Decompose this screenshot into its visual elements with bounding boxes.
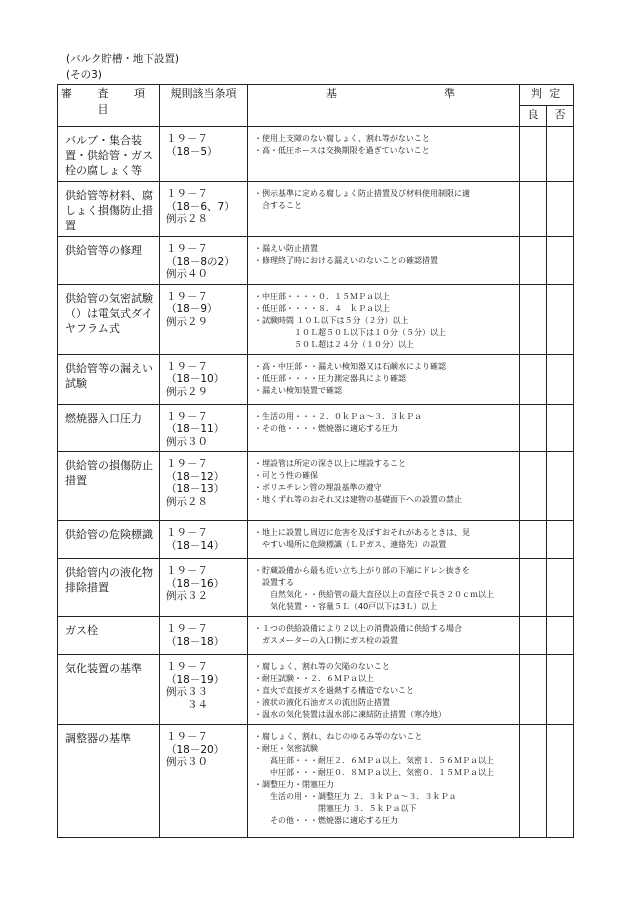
inspection-item: 供給管の危険標識 xyxy=(58,521,160,559)
standard-line: ・地くずれ等のおそれ又は建物の基礎面下への設置の禁止 xyxy=(254,495,462,504)
law-clause-line: （18－20） xyxy=(166,743,225,756)
standard-text xyxy=(248,617,520,655)
law-clause xyxy=(160,655,248,725)
inspection-item: バルブ・集合装置・供給管・ガス栓の腐しょく等 xyxy=(58,127,160,182)
table-row xyxy=(58,725,574,838)
standard-line: 自然気化・・供給管の最大直径以上の直径で長さ２０ｃｍ以上 xyxy=(254,590,494,599)
standard-text xyxy=(248,354,520,404)
inspection-table xyxy=(57,84,574,838)
law-clause-line: １９－７ xyxy=(166,565,208,577)
law-clause-line: 例示２８ xyxy=(166,213,208,225)
law-clause-line: 例示４０ xyxy=(166,268,208,280)
table-row xyxy=(58,617,574,655)
law-clause-line: ３４ xyxy=(166,698,208,711)
law-clause-line: 例示３３ xyxy=(166,686,208,698)
law-clause-line: １９－７ xyxy=(166,290,208,303)
standard-line: ・例示基準に定める腐しょく防止措置及び材料使用制限に適 xyxy=(254,189,470,198)
header-standard: 基 準 xyxy=(248,85,520,127)
subsection-heading: (その3) xyxy=(66,69,102,81)
law-clause xyxy=(160,354,248,404)
law-clause-line: （18－14） xyxy=(166,539,225,552)
law-clause-line: １９－７ xyxy=(166,410,208,423)
judgement-bad-cell[interactable] xyxy=(547,521,574,559)
standard-text xyxy=(248,182,520,237)
table-row xyxy=(58,452,574,521)
judgement-good-cell[interactable] xyxy=(520,655,547,725)
law-clause xyxy=(160,127,248,182)
standard-line: １０Ｌ超５０Ｌ以下は１０分（５分）以上 xyxy=(254,327,446,337)
judgement-bad-cell[interactable] xyxy=(547,127,574,182)
inspection-item: 供給管の気密試験（）は電気式ダイヤフラム式 xyxy=(58,284,160,354)
law-clause xyxy=(160,559,248,617)
law-clause-line: （18－13） xyxy=(166,483,225,495)
standard-line: ・調整圧力・閉塞圧力 xyxy=(254,780,334,789)
law-clause xyxy=(160,452,248,521)
standard-line: ・低圧部・・・・８．４ ｋＰａ以上 xyxy=(254,303,390,313)
judgement-good-cell[interactable] xyxy=(520,237,547,285)
judgement-good-cell[interactable] xyxy=(520,127,547,182)
standard-line: ガスメーターの入口側にガス栓の設置 xyxy=(254,636,398,645)
judgement-good-cell[interactable] xyxy=(520,404,547,452)
law-clause-line: １９－７ xyxy=(166,731,208,743)
standard-line: ・１つの供給設備により２以上の消費設備に供給する場合 xyxy=(254,624,462,633)
law-clause-line: （18－10） xyxy=(166,373,225,385)
standard-line: 中圧部・・・耐圧０．８ＭＰａ以上、気密０．１５ＭＰａ以上 xyxy=(254,768,494,777)
table-row xyxy=(58,655,574,725)
header-good: 良 xyxy=(520,106,547,127)
standard-line: ・漏えい防止措置 xyxy=(254,244,318,253)
standard-line: ・高・中圧部・・漏えい検知器又は石鹸水により確認 xyxy=(254,361,446,371)
standard-line: ・貯蔵設備から最も近い立ち上がり部の下端にドレン抜きを xyxy=(254,566,470,575)
standard-line: その他・・・燃焼器に適応する圧力 xyxy=(254,816,398,825)
header-judgement: 判 定 xyxy=(520,85,574,106)
header-bad: 否 xyxy=(547,106,574,127)
inspection-item: 燃焼器入口圧力 xyxy=(58,404,160,452)
inspection-item: 供給管等の漏えい試験 xyxy=(58,354,160,404)
law-clause xyxy=(160,284,248,354)
standard-line: ・直火で直接ガスを過熱する構造でないこと xyxy=(254,686,414,695)
law-clause-line: （18－19） xyxy=(166,673,225,686)
standard-line: ・高・低圧ホースは交換期限を過ぎていないこと xyxy=(254,146,430,155)
table-row xyxy=(58,559,574,617)
judgement-bad-cell[interactable] xyxy=(547,452,574,521)
standard-line: ・使用上支障のない腐しょく、割れ等がないこと xyxy=(254,134,430,143)
law-clause-line: （18－18） xyxy=(166,635,225,648)
judgement-good-cell[interactable] xyxy=(520,182,547,237)
standard-text xyxy=(248,127,520,182)
table-row xyxy=(58,182,574,237)
standard-line: ・地上に設置し周辺に危害を及ぼすおそれがあるときは、見 xyxy=(254,528,470,537)
judgement-good-cell[interactable] xyxy=(520,452,547,521)
standard-text xyxy=(248,452,520,521)
judgement-good-cell[interactable] xyxy=(520,617,547,655)
law-clause-line: （18－6、7） xyxy=(166,200,235,213)
standard-line: 生活の用・・調整圧力 ２．３ｋＰａ～３．３ｋＰａ xyxy=(254,792,457,801)
standard-line: ・耐圧試験・・２．６ＭＰａ以上 xyxy=(254,674,374,683)
law-clause-line: （18－5） xyxy=(166,145,218,158)
judgement-good-cell[interactable] xyxy=(520,559,547,617)
header-law: 規則該当条項 xyxy=(160,85,248,127)
judgement-good-cell[interactable] xyxy=(520,354,547,404)
table-row xyxy=(58,404,574,452)
judgement-bad-cell[interactable] xyxy=(547,655,574,725)
law-clause-line: 例示３２ xyxy=(166,590,208,602)
judgement-bad-cell[interactable] xyxy=(547,617,574,655)
standard-line: ・腐しょく、割れ等の欠陥のないこと xyxy=(254,662,390,671)
standard-line: ５０Ｌ超は２４分（１０分）以上 xyxy=(254,339,414,349)
standard-line: 気化装置・・容量５Ｌ（40戸以下は3Ｌ）以上 xyxy=(254,602,438,611)
judgement-bad-cell[interactable] xyxy=(547,182,574,237)
inspection-item: ガス栓 xyxy=(58,617,160,655)
law-clause xyxy=(160,237,248,285)
standard-line: ・可とう性の確保 xyxy=(254,471,318,480)
law-clause-line: 例示２９ xyxy=(166,315,208,328)
law-clause-line: （18－16） xyxy=(166,577,225,590)
standard-line: ・中圧部・・・・０．１５ＭＰａ以上 xyxy=(254,291,390,301)
header-item: 審 査 項 目 xyxy=(58,85,160,127)
standard-line: ・液状の液化石油ガスの流出防止措置 xyxy=(254,698,390,707)
standard-line: ・その他・・・・燃焼器に適応する圧力 xyxy=(254,423,398,433)
standard-text xyxy=(248,655,520,725)
standard-text xyxy=(248,404,520,452)
law-clause-line: １９－７ xyxy=(166,661,208,673)
inspection-item: 気化装置の基準 xyxy=(58,655,160,725)
table-row xyxy=(58,521,574,559)
law-clause xyxy=(160,617,248,655)
standard-line: ・修理終了時における漏えいのないことの確認措置 xyxy=(254,256,438,265)
law-clause-line: 例示２８ xyxy=(166,495,208,508)
law-clause-line: １９－７ xyxy=(166,458,208,470)
standard-line: ・試験時間 １０Ｌ以下は５分（２分）以上 xyxy=(254,315,409,325)
judgement-good-cell[interactable] xyxy=(520,521,547,559)
law-clause-line: １９－７ xyxy=(166,243,208,255)
standard-text xyxy=(248,559,520,617)
standard-line: ・生活の用・・・２．０ｋＰａ～３．３ｋＰａ xyxy=(254,411,422,421)
judgement-bad-cell[interactable] xyxy=(547,284,574,354)
judgement-bad-cell[interactable] xyxy=(547,725,574,838)
table-row xyxy=(58,127,574,182)
judgement-bad-cell[interactable] xyxy=(547,559,574,617)
standard-line: ・低圧部・・・・圧力測定器具により確認 xyxy=(254,373,406,383)
standard-line: 閉塞圧力 ３．５ｋＰａ以下 xyxy=(254,804,417,813)
table-row xyxy=(58,284,574,354)
standard-line: ・漏えい検知装置で確認 xyxy=(254,385,342,395)
standard-text xyxy=(248,237,520,285)
table-row xyxy=(58,237,574,285)
standard-text xyxy=(248,284,520,354)
law-clause xyxy=(160,725,248,838)
standard-line: 高圧部・・・耐圧２．６ＭＰａ以上、気密１．５６ＭＰａ以上 xyxy=(254,756,494,765)
standard-line: ・ポリエチレン管の埋設基準の遵守 xyxy=(254,483,382,492)
law-clause-line: （18－11） xyxy=(166,423,225,435)
standard-text xyxy=(248,725,520,838)
inspection-item: 供給管の損傷防止措置 xyxy=(58,452,160,521)
judgement-bad-cell[interactable] xyxy=(547,404,574,452)
judgement-good-cell[interactable] xyxy=(520,725,547,838)
law-clause xyxy=(160,521,248,559)
law-clause-line: （18－8の2） xyxy=(166,255,235,268)
law-clause xyxy=(160,182,248,237)
law-clause-line: 例示３０ xyxy=(166,756,208,768)
standard-line: ・温水の気化装置は温水部に凍結防止措置（寒冷地） xyxy=(254,710,446,719)
law-clause-line: （18－12） xyxy=(166,470,225,483)
inspection-item: 供給管内の液化物排除措置 xyxy=(58,559,160,617)
standard-text xyxy=(248,521,520,559)
law-clause-line: １９－７ xyxy=(166,133,208,145)
inspection-item: 供給管等の修理 xyxy=(58,237,160,285)
law-clause-line: １９－７ xyxy=(166,188,208,200)
judgement-bad-cell[interactable] xyxy=(547,237,574,285)
standard-line: 設置する xyxy=(254,578,294,587)
standard-line: やすい場所に危険標識（ＬＰガス、連絡先）の設置 xyxy=(254,540,447,549)
law-clause-line: 例示３０ xyxy=(166,435,208,448)
inspection-item: 供給管等材料、腐しょく損傷防止措置 xyxy=(58,182,160,237)
judgement-bad-cell[interactable] xyxy=(547,354,574,404)
judgement-good-cell[interactable] xyxy=(520,284,547,354)
law-clause-line: （18－9） xyxy=(166,303,218,315)
standard-line: ・埋設管は所定の深さ以上に埋設すること xyxy=(254,459,406,468)
law-clause-line: １９－７ xyxy=(166,360,208,373)
law-clause-line: １９－７ xyxy=(166,623,208,635)
law-clause-line: １９－７ xyxy=(166,527,208,539)
law-clause xyxy=(160,404,248,452)
inspection-item: 調整器の基準 xyxy=(58,725,160,838)
standard-line: ・腐しょく、割れ、ねじのゆるみ等のないこと xyxy=(254,732,423,741)
law-clause-line: 例示２９ xyxy=(166,385,208,398)
section-heading: (バルク貯槽・地下設置) xyxy=(66,53,179,65)
table-row xyxy=(58,354,574,404)
standard-line: ・耐圧・気密試験 xyxy=(254,744,318,753)
standard-line: 合すること xyxy=(254,201,302,210)
